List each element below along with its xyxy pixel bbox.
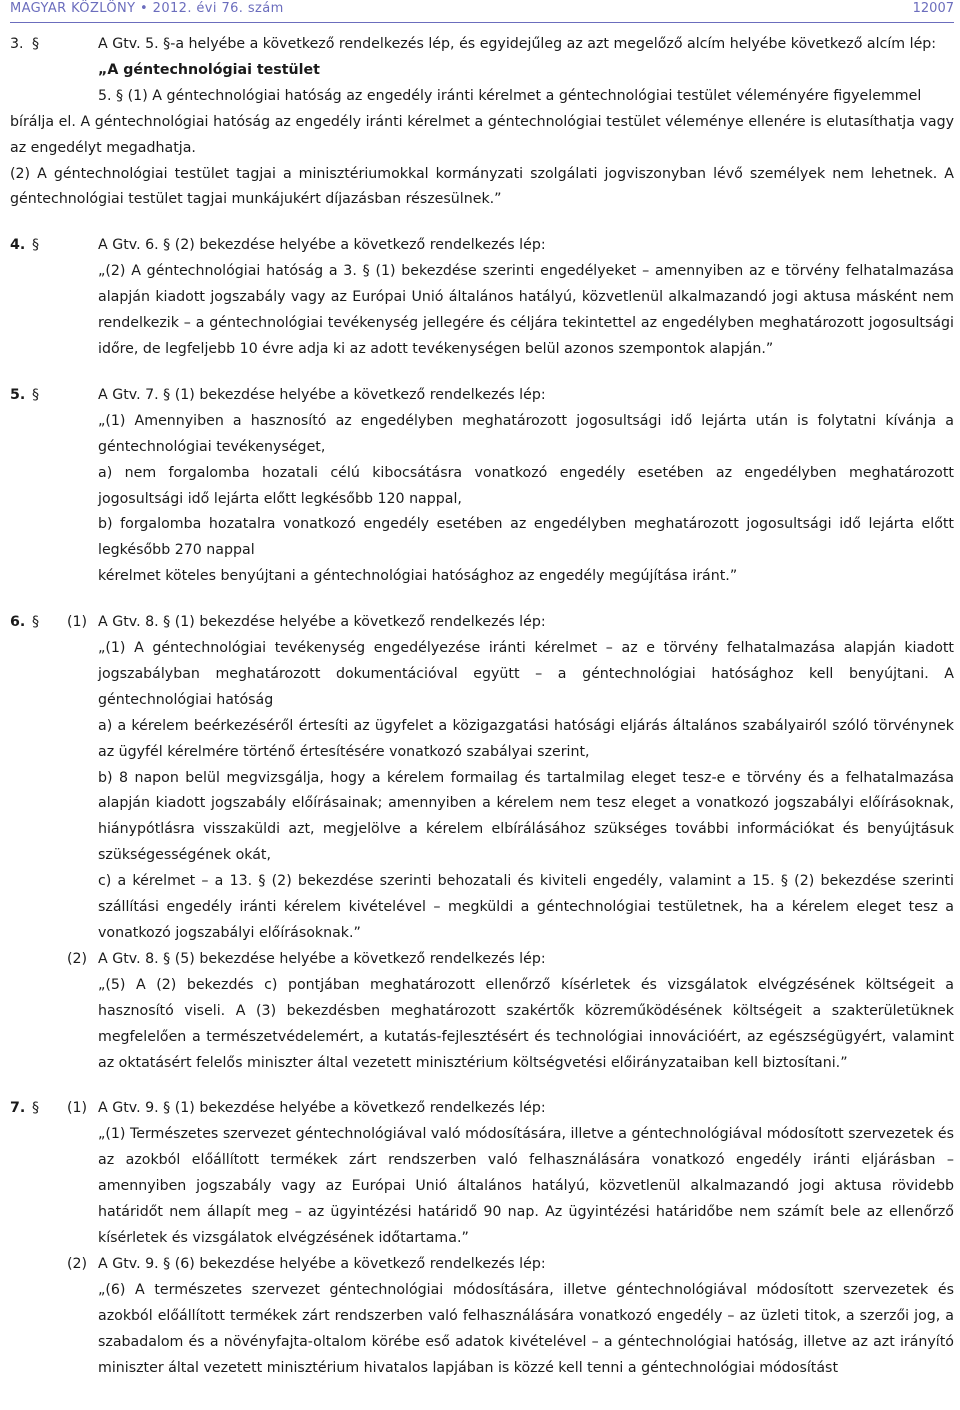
section-intro: A Gtv. 7. § (1) bekezdése helyébe a következő rendelkezés lép: (98, 386, 546, 403)
subtitle: „A géntechnológiai testület (98, 61, 320, 78)
paragraph: „(1) Természetes szervezet géntechnológiával való módosítására, illetve a géntechnológiával módosított szervezetek és az azokból előállított termékek zárt rendszerben való felhasználására vonatkozó engedély iránti eljárásban – amennyiben jogszabály vagy az Európai Unió általános hatályú, közvetlenül alkalmazandó jogi aktusa rövidebb határidőt nem állapít meg – az ügyintézési határidő 90 nap. Az ügyintézési határidőbe nem számít bele az ellenőrző kísérletek és vizsgálatok elvégzésének időtartama.” (98, 1126, 954, 1246)
section-number: 3. (10, 36, 24, 52)
section-sign: § (32, 237, 40, 254)
subsection-number: (2) (67, 950, 88, 967)
paragraph: „(2) A géntechnológiai hatóság a 3. § (1) bekezdése szerinti engedélyeket – amennyiben az e törvény felhatalmazása alapján kiadott jogszabály vagy az Európai Unió általános hatályú, közvetlenül alkalmazandó jogi aktusa másként nem rendelkezik – a géntechnológiai tevékenység jellegére és céljára tekintettel az engedélyben meghatározott jogosultsági időre, de legfeljebb 10 évre adja ki az adott tevékenységen belül azonos szempontok alapján.” (98, 263, 954, 357)
paragraph: b) forgalomba hozatalra vonatkozó engedély esetében az engedélyben meghatározott jogosultsági idő lejárta előtt legkésőbb 270 nappal (98, 516, 954, 559)
paragraph: a) nem forgalomba hozatali célú kibocsátásra vonatkozó engedély esetében az engedélyben meghatározott jogosultsági idő lejárta előtt legkésőbb 120 nappal, (98, 464, 954, 507)
section-number: 5. (10, 386, 26, 403)
paragraph: „(5) A (2) bekezdés c) pontjában meghatározott ellenőrző kísérletek és vizsgálatok elvégzésének költségeit a hasznosító viseli. A (3) bekezdésben meghatározott szakértők közreműködésének költségeit a szakterületüknek megfelelően a természetvédelemért, a kutatás-fejlesztésért és technológiai innovációért, az egészségügyért, valamint az oktatásért felelős miniszter által vezetett minisztérium költségvetési előirányzataiban kell biztosítani.” (98, 976, 954, 1071)
section-number: 7. (10, 1100, 26, 1117)
subsection-number: (2) (67, 1255, 88, 1272)
section-4 (10, 233, 954, 363)
paragraph: bírálja el. A géntechnológiai hatóság az engedély iránti kérelmet a géntechnológiai testület véleménye ellenére is elutasíthatja vagy az engedélyt megadhatja. (10, 113, 954, 156)
section-intro: A Gtv. 5. §-a helyébe a következő rendelkezés lép, és egyidejűleg az azt megelőző alcím helyébe következő alcím lép: (98, 36, 937, 52)
section-sign: § (32, 1100, 40, 1117)
paragraph: (2) A géntechnológiai testület tagjai a minisztériumokkal kormányzati szolgálati jogviszonyban lévő személyek nem lehetnek. A géntechnológiai testület tagjai munkájukért díjazásban részesülnek.” (10, 165, 954, 208)
page-number: 12007 (912, 1, 954, 16)
paragraph: b) 8 napon belül megvizsgálja, hogy a kérelem formailag és tartalmilag eleget tesz-e e törvény és a felhatalmazása alapján kiadott jogszabály előírásainak; amennyiben a kérelem nem tesz eleget a vonatkozó jogszabályi előírásoknak, hiánypótlásra visszaküldi azt, megjelölve a kérelem elbírálásához szükséges további információkat és benyújtásuk szükségességének okát, (98, 769, 954, 864)
section-intro: A Gtv. 9. § (6) bekezdése helyébe a következő rendelkezés lép: (98, 1255, 546, 1272)
section-7 (10, 1096, 954, 1381)
section-intro: A Gtv. 8. § (5) bekezdése helyébe a következő rendelkezés lép: (98, 950, 546, 967)
section-intro: A Gtv. 9. § (1) bekezdése helyébe a következő rendelkezés lép: (98, 1100, 546, 1117)
paragraph: a) a kérelem beérkezéséről értesíti az ügyfelet a közigazgatási hatósági eljárás általános szabályairól szóló törvénynek az ügyfél kérelmére történő értesítésére vonatkozó szabályai szerint, (98, 717, 954, 760)
document-body (10, 32, 954, 1381)
subsection-number: (1) (67, 1100, 88, 1117)
page-header (10, 0, 954, 18)
section-3 (10, 32, 954, 213)
section-intro: A Gtv. 8. § (1) bekezdése helyébe a következő rendelkezés lép: (98, 614, 546, 631)
header-rule (10, 22, 954, 23)
section-sign: § (32, 36, 40, 52)
section-intro: A Gtv. 6. § (2) bekezdése helyébe a következő rendelkezés lép: (98, 237, 546, 254)
section-sign: § (32, 614, 40, 631)
section-number: 4. (10, 237, 26, 254)
section-6 (10, 610, 954, 1076)
section-sign: § (32, 386, 40, 403)
section-5 (10, 383, 954, 590)
paragraph: 5. § (1) A géntechnológiai hatóság az engedély iránti kérelmet a géntechnológiai testület véleményére figyelemmel (98, 87, 922, 104)
paragraph: „(1) Amennyiben a hasznosító az engedélyben meghatározott jogosultsági idő lejárta után is folytatni kívánja a géntechnológiai tevékenységet, (98, 412, 954, 455)
journal-title: MAGYAR KÖZLÖNY • 2012. évi 76. szám (10, 1, 284, 16)
paragraph: c) a kérelmet – a 13. § (2) bekezdése szerinti behozatali és kiviteli engedély, valamint a 15. § (2) bekezdése szerinti szállítási engedély iránti kérelem kivételével – megküldi a géntechnológiai testületnek, ha a kérelem eleget tesz a vonatkozó jogszabályi előírásoknak.” (98, 873, 954, 941)
paragraph: „(1) A géntechnológiai tevékenység engedélyezése iránti kérelmet – az e törvény felhatalmazása alapján kiadott jogszabályban meghatározott dokumentációval együtt – a géntechnológiai hatósághoz kell benyújtani. A géntechnológiai hatóság (98, 640, 954, 708)
paragraph: „(6) A természetes szervezet géntechnológiai módosítására, illetve géntechnológiával módosított szervezetek és azokból előállított termékek zárt rendszerben való felhasználására vonatkozó engedély – az üzleti titok, a szerzői jog, a szabadalom és a növényfajta-oltalom körébe eső adatok kivételével – a géntechnológiai hatóság, illetve az azt irányító miniszter által vezetett minisztérium hivatalos lapjában is közzé kell tenni a géntechnológiai módosítást (98, 1281, 954, 1376)
paragraph: kérelmet köteles benyújtani a géntechnológiai hatósághoz az engedély megújítása iránt.” (98, 568, 738, 585)
section-number: 6. (10, 614, 26, 631)
subsection-number: (1) (67, 614, 88, 631)
